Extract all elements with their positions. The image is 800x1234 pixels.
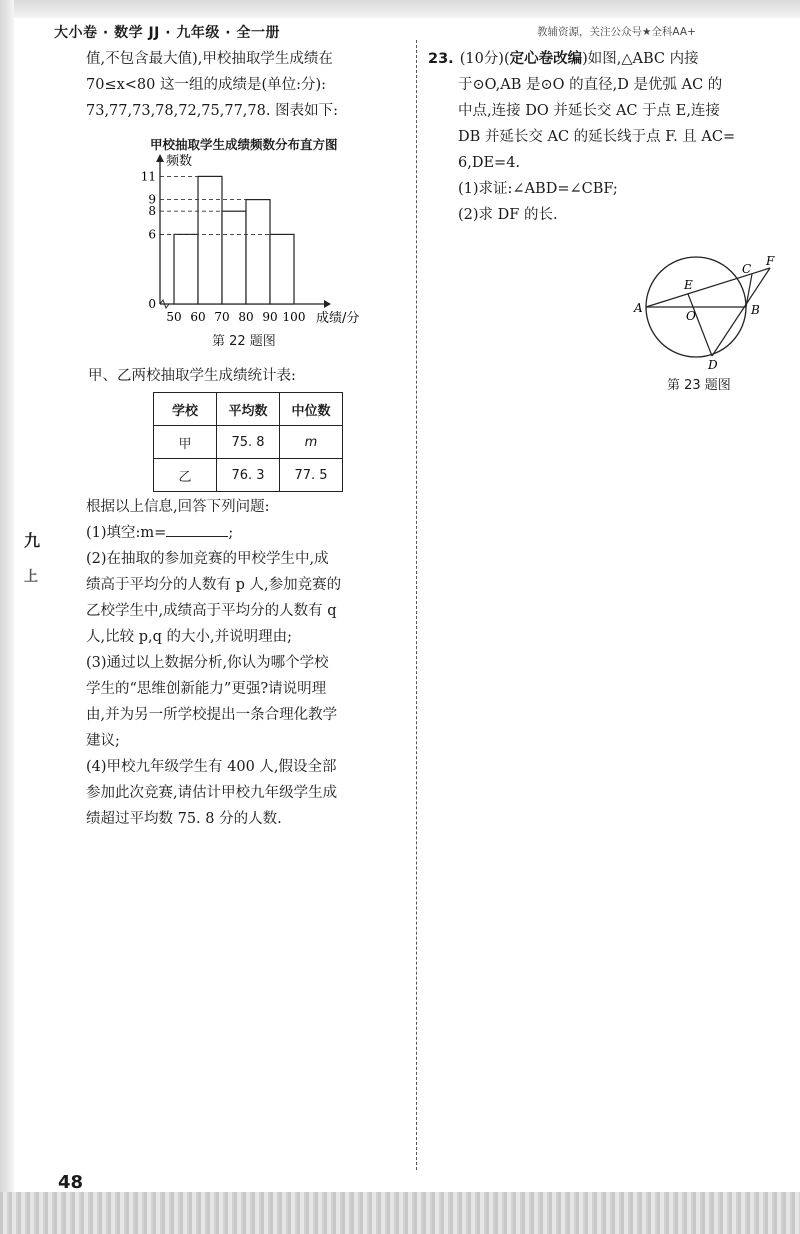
scan-left-edge	[0, 0, 14, 1234]
question-1-suffix: ;	[228, 525, 234, 541]
segment-df	[712, 268, 770, 356]
left-intro	[86, 46, 408, 124]
question-line: 于⊙O,AB 是⊙O 的直径,D 是优弧 AC 的	[458, 77, 723, 93]
stats-table	[153, 392, 343, 492]
x-tick-label: 60	[190, 310, 206, 324]
table-cell: 75. 8	[217, 426, 280, 459]
x-tick-label: 80	[238, 310, 254, 324]
x-axis-arrow	[324, 300, 331, 308]
histogram-bar	[174, 234, 198, 304]
page-number: 48	[58, 1172, 84, 1193]
y-tick-label: 8	[148, 204, 156, 219]
question-tag: 定心卷改编	[509, 51, 583, 67]
question-line: 人,比较 p,q 的大小,并说明理由;	[86, 629, 292, 645]
label-b: B	[751, 303, 760, 317]
segment-ed	[688, 294, 712, 356]
x-tick-label: 50	[166, 310, 182, 324]
question-line: 由,并为另一所学校提出一条合理化教学	[86, 707, 338, 723]
table-cell: 76. 3	[217, 459, 280, 492]
table-cell: m	[280, 426, 343, 459]
question-1-line	[86, 520, 408, 546]
question-line: 绩超过平均数 75. 8 分的人数.	[86, 811, 282, 827]
x-tick-label: 70	[214, 310, 230, 324]
x-tick-label: 100	[282, 310, 306, 324]
y-tick-label: 6	[148, 227, 156, 242]
table-cell: 甲	[154, 426, 217, 459]
side-mark: 上	[24, 569, 38, 585]
question-line: (4)甲校九年级学生有 400 人,假设全部	[86, 759, 337, 775]
question-line: 绩高于平均分的人数有 p 人,参加竞赛的	[86, 577, 342, 593]
intro-line: 值,不包含最大值),甲校抽取学生成绩在	[86, 51, 333, 67]
x-tick-label: 90	[262, 310, 278, 324]
question-23	[428, 46, 778, 228]
y-tick-label: 9	[148, 192, 156, 207]
question-line: 6,DE=4.	[458, 155, 521, 171]
table-row	[154, 459, 343, 492]
question-line: (3)通过以上数据分析,你认为哪个学校	[86, 655, 329, 671]
table-intro: 甲、乙两校抽取学生成绩统计表:	[88, 368, 296, 384]
y-axis-arrow	[156, 154, 164, 162]
table-cell: 77. 5	[280, 459, 343, 492]
question-stem: )如图,△ABC 内接	[582, 51, 699, 67]
histogram-bar	[222, 211, 246, 304]
question-23-first-line	[428, 46, 778, 72]
table-header-cell: 平均数	[217, 393, 280, 426]
question-line: 乙校学生中,成绩高于平均分的人数有 q	[86, 603, 337, 619]
y-axis-label: 频数	[166, 154, 193, 169]
histogram-bar	[198, 176, 222, 304]
question-score: (10分)(	[459, 51, 510, 67]
chart-title: 甲校抽取学生成绩频数分布直方图	[150, 137, 338, 152]
intro-line: 73,77,73,78,72,75,77,78. 图表如下:	[86, 103, 338, 119]
question-line: DB 并延长交 AC 的延长线于点 F. 且 AC=	[458, 129, 736, 145]
question-line: 中点,连接 DO 并延长交 AC 于点 E,连接	[458, 103, 720, 119]
question-line: 参加此次竞赛,请估计甲校九年级学生成	[86, 785, 338, 801]
header-promo: 教辅资源，关注公众号★全科AA+	[537, 26, 696, 38]
histogram-chart	[118, 152, 368, 327]
question-line: 建议;	[86, 733, 120, 749]
y-tick-label: 11	[140, 169, 156, 184]
question-line: (2)求 DF 的长.	[458, 207, 558, 223]
label-a: A	[634, 301, 643, 315]
intro-line: 70≤x<80 这一组的成绩是(单位:分):	[86, 77, 327, 93]
question-line: (1)求证:∠ABD=∠CBF;	[458, 181, 618, 197]
table-header-cell: 学校	[154, 393, 217, 426]
chart-caption: 第 22 题图	[212, 334, 276, 349]
y-tick-label: 0	[148, 297, 156, 311]
label-o: O	[686, 309, 696, 323]
circle-geometry-figure	[630, 252, 790, 372]
header-book-title: 大小卷 · 数学 JJ · 九年级 · 全一册	[54, 25, 280, 41]
left-questions	[86, 494, 408, 832]
table-cell: 乙	[154, 459, 217, 492]
question-line: (2)在抽取的参加竞赛的甲校学生中,成	[86, 551, 329, 567]
segment-af	[646, 268, 770, 307]
question-number: 23.	[428, 51, 454, 67]
question-1-prefix: (1)填空:m=	[86, 525, 167, 541]
answer-blank[interactable]	[166, 522, 228, 537]
table-header-row	[154, 393, 343, 426]
scan-top-edge	[0, 0, 800, 18]
column-divider	[416, 40, 417, 1170]
question-line: 根据以上信息,回答下列问题:	[86, 499, 270, 515]
table-header-cell: 中位数	[280, 393, 343, 426]
label-d: D	[708, 358, 718, 372]
figure-caption: 第 23 题图	[667, 378, 731, 393]
label-e: E	[684, 278, 693, 292]
x-axis-label: 成绩/分	[316, 311, 360, 326]
question-line: 学生的“思维创新能力”更强?请说明理	[86, 681, 327, 697]
side-mark: 九	[24, 531, 41, 550]
label-f: F	[766, 254, 775, 268]
histogram-bar	[270, 234, 294, 304]
scan-bottom-edge	[0, 1192, 800, 1234]
label-c: C	[742, 262, 752, 276]
table-row	[154, 426, 343, 459]
histogram-bar	[246, 200, 270, 304]
